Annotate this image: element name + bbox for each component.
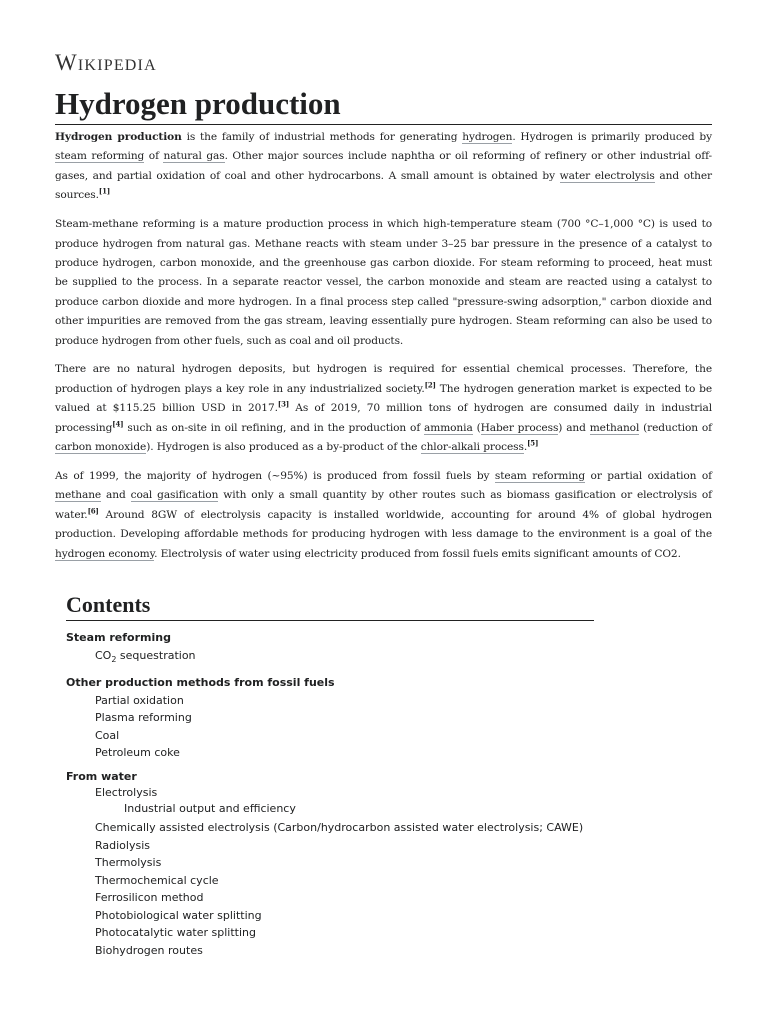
text: (reduction of [639, 421, 712, 434]
text: of [144, 150, 164, 163]
toc-item[interactable]: Partial oxidation [95, 693, 184, 707]
text: and [101, 489, 131, 502]
toc-item-co2-sequestration[interactable] [66, 647, 594, 669]
toc-item[interactable]: Chemically assisted electrolysis (Carbon/hydrocarbon assisted water electrolysis; CAWE) [95, 821, 584, 835]
link-ammonia[interactable]: ammonia [424, 421, 473, 434]
text: As of 2019, 70 million tons of hydrogen are consumed daily in industrial processing [55, 402, 712, 434]
toc-title: Contents [66, 590, 594, 621]
text: . Hydrogen is primarily produced by [512, 131, 712, 143]
text: ) and [558, 421, 590, 434]
reference-2[interactable]: [2] [424, 380, 436, 390]
link-steam-reforming[interactable]: steam reforming [55, 150, 145, 163]
toc-section-from-water[interactable]: From water [66, 769, 137, 783]
paragraph-steam-methane: Steam-methane reforming is a mature production process in which high-temperature steam (700 °C–1,000 °C) is used to produce hydrogen from natural gas. Methane reacts with steam under 3–25 bar pressure in the presence of a catalyst to produce hydrogen, carbon monoxide, and the greenhouse gas carbon dioxide. For steam reforming to proceed, heat must be supplied to the process. In a separate reactor vessel, the carbon monoxide and steam are reacted using a catalyst to produce carbon dioxide and more hydrogen. In a final process step called "pressure-swing adsorption," carbon dioxide and other impurities are removed from the gas stream, leaving essentially pure hydrogen. Steam reforming can also be used to produce hydrogen from other fuels, such as coal and oil products. [55, 218, 712, 347]
text: . Other major sources include naphtha or oil reforming of refinery or other industrial off-gases, and partial oxidation of coal and other hydrocarbons. A small amount is obtained by [55, 150, 713, 182]
link-haber-process[interactable]: Haber process [480, 421, 559, 434]
text: and other sources. [55, 169, 712, 202]
reference-6[interactable]: [6] [87, 506, 99, 516]
link-methanol[interactable]: methanol [589, 421, 640, 434]
paragraph-market [55, 360, 712, 457]
toc-item[interactable]: Ferrosilicon method [95, 891, 204, 905]
bold-term: Hydrogen production [55, 131, 182, 143]
wikipedia-logo[interactable]: Wikipedia [55, 50, 157, 75]
text: or partial oxidation of [585, 470, 712, 482]
toc-item[interactable]: Plasma reforming [95, 711, 192, 725]
toc-item[interactable]: Thermochemical cycle [95, 873, 219, 887]
paragraph-fossil-fuels [55, 467, 712, 564]
text: Around 8GW of electrolysis capacity is installed worldwide, accounting for around 4% of global hydrogen production. Developing affordable methods for producing hydrogen with less damage to the environment is a goal of the [55, 508, 712, 541]
toc-item[interactable]: Coal [95, 728, 120, 742]
toc-item[interactable]: Radiolysis [95, 838, 150, 852]
link-steam-reforming[interactable]: steam reforming [494, 470, 586, 482]
table-of-contents [66, 590, 594, 959]
text: ( [472, 421, 481, 434]
text: sequestration [116, 648, 196, 662]
link-carbon-monoxide[interactable]: carbon monoxide [55, 441, 147, 454]
text: The hydrogen generation market is expected to be valued at $115.25 billion USD in 2017. [55, 382, 713, 415]
text: such as on-site in oil refining, and in the production of [123, 421, 425, 434]
text: with only a small quantity by other routes such as biomass gasification or electrolysis of water. [55, 489, 713, 521]
text: As of 1999, the majority of hydrogen (~95%) is produced from fossil fuels by [55, 470, 495, 482]
toc-section-fossil-fuels[interactable]: Other production methods from fossil fuels [66, 676, 335, 690]
link-chlor-alkali-process[interactable]: chlor-alkali process [420, 441, 524, 454]
reference-4[interactable]: [4] [112, 419, 124, 429]
toc-item-industrial-output[interactable]: Industrial output and efficiency [124, 801, 296, 815]
link-coal-gasification[interactable]: coal gasification [130, 489, 219, 502]
link-methane[interactable]: methane [55, 489, 102, 502]
toc-section-steam-reforming[interactable]: Steam reforming [66, 631, 171, 644]
reference-1[interactable]: [1] [98, 186, 111, 196]
toc-item[interactable]: Biohydrogen routes [95, 943, 203, 957]
link-natural-gas[interactable]: natural gas [163, 150, 225, 163]
text: ). Hydrogen is also produced as a by-product of the [146, 441, 421, 454]
toc-item-electrolysis[interactable]: Electrolysis [95, 786, 158, 800]
toc-item[interactable]: Petroleum coke [95, 746, 180, 760]
toc-item[interactable]: Thermolysis [95, 856, 162, 870]
text: There are no natural hydrogen deposits, but hydrogen is required for essential chemical processes. Therefore, the production of hydrogen plays a key role in any industrialized society. [55, 363, 712, 395]
reference-3[interactable]: [3] [277, 399, 290, 409]
text: . [523, 441, 528, 454]
text: CO [95, 648, 112, 662]
link-water-electrolysis[interactable]: water electrolysis [559, 169, 655, 182]
text: is the family of industrial methods for generating [181, 131, 463, 143]
link-hydrogen[interactable]: hydrogen [462, 131, 513, 143]
article-body [55, 128, 712, 574]
subscript: 2 [111, 654, 117, 664]
reference-5[interactable]: [5] [527, 438, 539, 448]
toc-item[interactable]: Photocatalytic water splitting [95, 926, 256, 940]
toc-item[interactable]: Photobiological water splitting [95, 908, 262, 922]
page-title: Hydrogen production [55, 84, 712, 125]
text: . Electrolysis of water using electricity produced from fossil fuels emits significant amounts of CO2. [154, 547, 681, 560]
paragraph-intro [55, 128, 712, 206]
link-hydrogen-economy[interactable]: hydrogen economy [55, 547, 155, 560]
